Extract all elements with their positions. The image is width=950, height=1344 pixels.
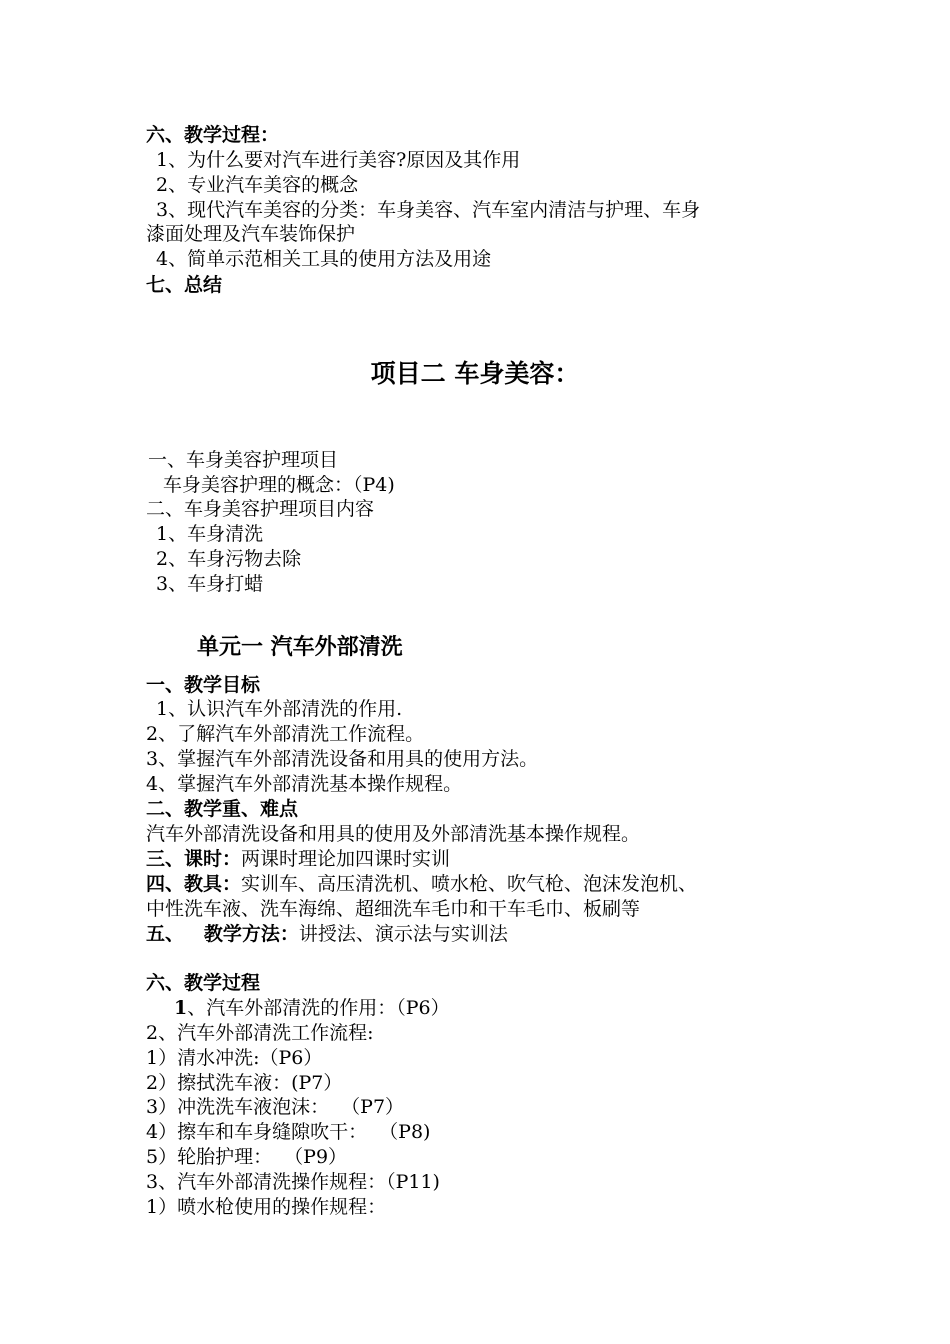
- tools-text-1: 实训车、高压清洗机、喷水枪、吹气枪、泡沫发泡机、: [241, 873, 698, 895]
- process-step-4: 4）擦车和车身缝隙吹干： （P8): [146, 1121, 431, 1143]
- hours-line: [146, 847, 450, 872]
- process-heading: 六、教学过程: [146, 972, 261, 994]
- hours-label: 三、课时：: [146, 848, 242, 870]
- unit-title: 单元一 汽车外部清洗: [197, 634, 403, 660]
- section6-heading: 六、教学过程：: [146, 124, 280, 146]
- project-title: 项目二 车身美容：: [370, 359, 580, 388]
- process-step-3: 3）冲洗洗车液泡沫： （P7）: [146, 1096, 405, 1118]
- section6-item-4: 4、简单示范相关工具的使用方法及用途: [156, 248, 492, 270]
- keypoints-text: 汽车外部清洗设备和用具的使用及外部清洗基本操作规程。: [146, 823, 641, 845]
- process-item-3: 3、汽车外部清洗操作规程：（P11): [146, 1171, 440, 1193]
- outline-item-3: 3、车身打蜡: [156, 573, 264, 595]
- tools-label: 四、教具：: [146, 873, 242, 895]
- methods-label: 五、 教学方法：: [146, 923, 299, 945]
- section6-item-3-line1: 3、现代汽车美容的分类：车身美容、汽车室内清洁与护理、车身: [156, 199, 701, 221]
- outline-item-2: 2、车身污物去除: [156, 548, 302, 570]
- process-step-1: 1）清水冲洗:（P6）: [146, 1047, 323, 1069]
- section6-item-1: 1、为什么要对汽车进行美容?原因及其作用: [156, 149, 521, 171]
- goals-heading: 一、教学目标: [146, 674, 261, 696]
- process-item-1-number: 1: [174, 997, 188, 1019]
- goals-item-4: 4、掌握汽车外部清洗基本操作规程。: [146, 773, 463, 795]
- process-sub-1: 1）喷水枪使用的操作规程：: [146, 1196, 387, 1218]
- process-step-2: 2）擦拭洗车液：(P7）: [146, 1072, 343, 1094]
- process-step-5: 5）轮胎护理： （P9）: [146, 1146, 348, 1168]
- methods-line: [146, 922, 508, 947]
- process-item-2: 2、汽车外部清洗工作流程:: [146, 1022, 374, 1044]
- outline-item-1: 1、车身清洗: [156, 523, 264, 545]
- outline-one: 一、车身美容护理项目: [148, 449, 339, 471]
- section6-item-2: 2、专业汽车美容的概念: [156, 174, 359, 196]
- goals-item-2: 2、了解汽车外部清洗工作流程。: [146, 723, 425, 745]
- tools-text-2: 中性洗车液、洗车海绵、超细洗车毛巾和干车毛巾、板刷等: [146, 898, 641, 920]
- methods-text: 讲授法、演示法与实训法: [298, 923, 508, 945]
- outline-concept: 车身美容护理的概念：（P4): [163, 474, 395, 496]
- tools-line1: [146, 872, 697, 897]
- goals-item-1: 1、认识汽车外部清洗的作用.: [156, 698, 403, 720]
- section7-heading: 七、总结: [146, 274, 223, 296]
- hours-text: 两课时理论加四课时实训: [241, 848, 451, 870]
- process-item-1-text: 、汽车外部清洗的作用：（P6）: [187, 997, 450, 1019]
- goals-item-3: 3、掌握汽车外部清洗设备和用具的使用方法。: [146, 748, 539, 770]
- section6-item-3-line2: 漆面处理及汽车装饰保护: [146, 223, 356, 245]
- keypoints-heading: 二、教学重、难点: [146, 798, 299, 820]
- outline-two: 二、车身美容护理项目内容: [146, 498, 375, 520]
- process-item-1: [174, 996, 450, 1021]
